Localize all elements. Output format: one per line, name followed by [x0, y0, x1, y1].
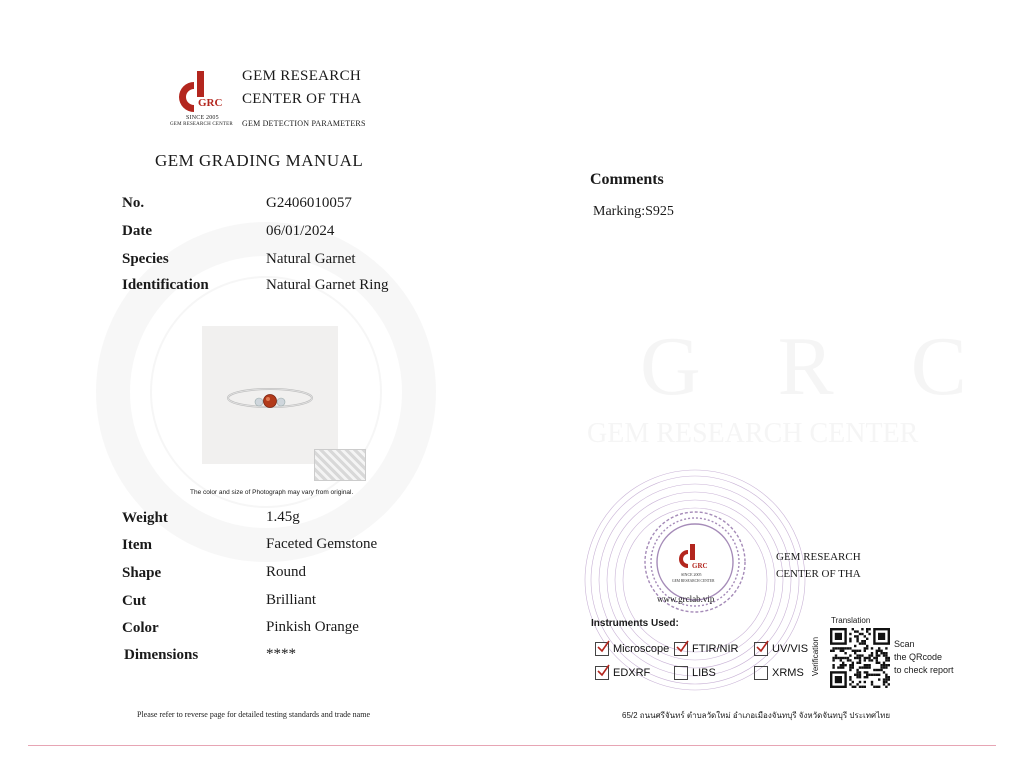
translation-label: Translation — [831, 616, 871, 625]
comments-text: Marking:S925 — [593, 204, 674, 219]
grc-logo-icon — [172, 70, 230, 118]
checked-checkbox-icon — [595, 642, 609, 656]
label-species: Species — [122, 251, 169, 267]
scan-line-2: the QRcode — [894, 652, 943, 662]
page-title: GEM GRADING MANUAL — [155, 151, 364, 170]
address: 65/2 ถนนศรีจันทร์ ตำบลวัดใหม่ อำเภอเมืองจันทบุรี จังหวัดจันทบุรี ประเทศไทย — [622, 711, 891, 720]
value-item: Faceted Gemstone — [266, 536, 378, 552]
value-weight: 1.45g — [266, 509, 300, 525]
value-color: Pinkish Orange — [266, 619, 359, 635]
instrument-microscope — [595, 642, 669, 656]
instrument-label: Microscope — [613, 643, 670, 655]
label-color: Color — [122, 620, 159, 636]
certification-seal — [580, 462, 810, 700]
logo-org: GEM RESEARCH CENTER — [170, 122, 233, 127]
label-date: Date — [122, 223, 152, 239]
label-dimensions: Dimensions — [124, 647, 199, 663]
label-shape: Shape — [122, 565, 162, 581]
hologram-sticker — [314, 449, 366, 481]
scan-line-1: Scan — [894, 639, 915, 649]
value-shape: Round — [266, 564, 307, 580]
value-identification: Natural Garnet Ring — [266, 277, 389, 293]
svg-text:GEM RESEARCH CENTER: GEM RESEARCH CENTER — [672, 579, 715, 583]
instrument-xrms — [754, 666, 804, 680]
instrument-label: LIBS — [692, 667, 716, 679]
empty-checkbox-icon — [674, 666, 688, 680]
instrument-libs — [674, 666, 716, 680]
footer-divider — [28, 745, 996, 746]
label-cut: Cut — [122, 593, 147, 609]
instrument-edxrf — [595, 666, 650, 680]
comments-heading: Comments — [590, 171, 664, 188]
instrument-label: EDXRF — [613, 667, 651, 679]
seal-org-line1: GEM RESEARCH — [776, 551, 861, 563]
verification-label: Verification — [811, 636, 821, 677]
logo-since: SINCE 2005 — [186, 115, 219, 121]
footer-note: Please refer to reverse page for detailed testing standards and trade name — [137, 710, 371, 719]
value-species: Natural Garnet — [266, 251, 356, 267]
checked-checkbox-icon — [674, 642, 688, 656]
checked-checkbox-icon — [754, 642, 768, 656]
instruments-heading: Instruments Used: — [591, 618, 679, 629]
svg-text:SINCE 2005: SINCE 2005 — [681, 572, 702, 577]
value-no: G2406010057 — [266, 195, 352, 211]
value-date: 06/01/2024 — [266, 223, 335, 239]
seal-url: www.grclab.vip — [657, 594, 715, 604]
seal-org-line2: CENTER OF THA — [776, 568, 861, 580]
instrument-ftir-nir — [674, 642, 738, 656]
label-item: Item — [122, 537, 152, 553]
org-name-line1: GEM RESEARCH — [242, 68, 362, 84]
org-name-line2: CENTER OF THA — [242, 91, 362, 107]
scan-instructions — [894, 638, 954, 677]
instrument-label: FTIR/NIR — [692, 643, 739, 655]
instrument-label: XRMS — [772, 667, 804, 679]
value-cut: Brilliant — [266, 592, 316, 608]
watermark-subtitle: GEM RESEARCH CENTER — [587, 418, 919, 449]
checked-checkbox-icon — [595, 666, 609, 680]
value-dimensions: **** — [266, 646, 296, 662]
label-no: No. — [122, 195, 145, 211]
label-identification: Identification — [122, 277, 209, 293]
label-weight: Weight — [122, 510, 168, 526]
photo-note: The color and size of Photograph may vary from original. — [190, 489, 354, 496]
header-subtitle: GEM DETECTION PARAMETERS — [242, 119, 366, 128]
svg-text:GRC: GRC — [198, 97, 223, 109]
instrument-label: UV/VIS — [772, 643, 809, 655]
scan-line-3: to check report — [894, 665, 954, 675]
qr-code-icon — [830, 628, 890, 688]
ring-image — [202, 326, 338, 464]
grc-logo — [170, 70, 233, 130]
watermark-grc-text: G R C — [640, 320, 995, 413]
empty-checkbox-icon — [754, 666, 768, 680]
gem-photo — [202, 326, 338, 464]
instrument-uv-vis — [754, 642, 808, 656]
svg-text:GRC: GRC — [692, 562, 708, 570]
qr-code[interactable] — [830, 628, 890, 693]
